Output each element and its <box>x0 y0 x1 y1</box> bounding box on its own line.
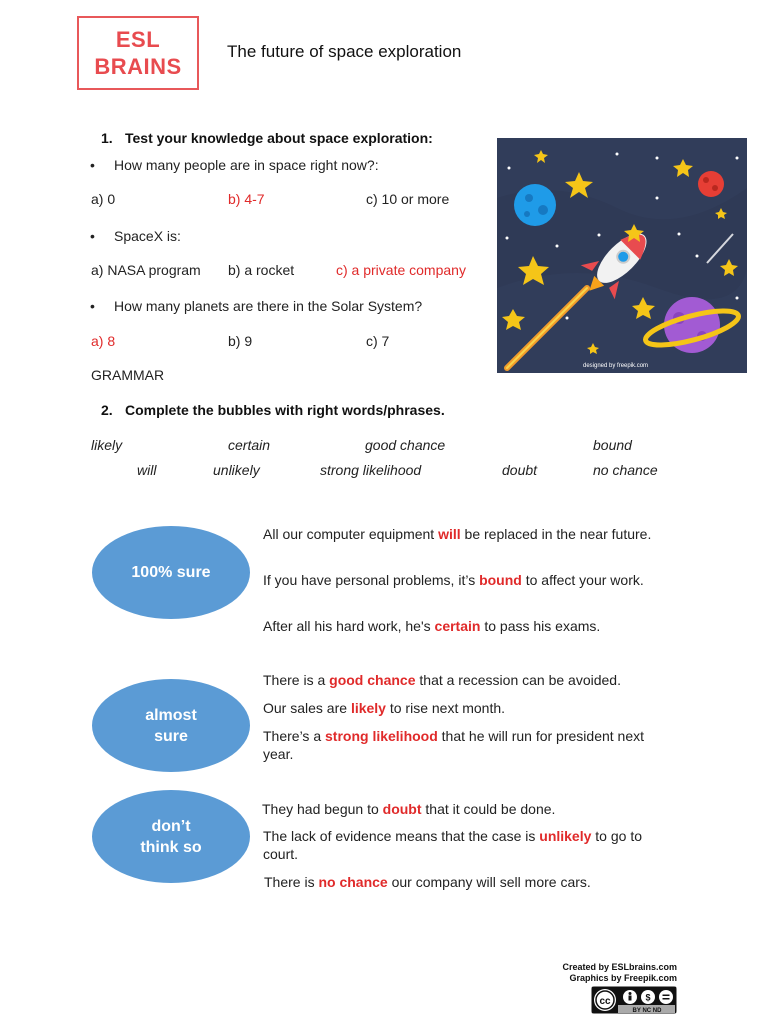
sentence <box>263 525 663 543</box>
bubble-dont-think-so <box>92 790 250 883</box>
sentence <box>263 617 683 635</box>
sentence-text: to rise next month. <box>385 700 506 716</box>
sentence-answer: strong likelihood <box>325 728 438 744</box>
sentence <box>263 727 673 763</box>
q3-option-c: c) 7 <box>366 333 390 349</box>
q3-option-b: b) 9 <box>228 333 253 349</box>
question-1: • How many people are in space right now?: <box>114 157 379 173</box>
sentence <box>263 571 663 589</box>
word-bank-item: strong likelihood <box>320 462 422 478</box>
bubble-100-sure <box>92 526 250 619</box>
sentence-answer: bound <box>479 572 522 588</box>
svg-text:cc: cc <box>599 996 611 1007</box>
sentence-text: to go to court. <box>263 828 642 862</box>
word-bank-item: good chance <box>365 437 446 453</box>
word-bank-item: will <box>137 462 157 478</box>
q1-option-a: a) 0 <box>91 191 116 207</box>
sentence <box>263 699 683 717</box>
question-3: • How many planets are there in the Solar System? <box>114 298 422 314</box>
blue-planet-icon <box>514 184 556 226</box>
freepik-watermark: designed by freepik.com <box>583 363 649 369</box>
sentence-answer: certain <box>434 618 481 634</box>
sentence-text: All our computer equipment <box>263 526 439 542</box>
credits <box>520 962 677 984</box>
sentence-text: There’s a <box>263 728 325 744</box>
sentence-answer: likely <box>350 700 386 716</box>
q2-option-a: a) NASA program <box>91 262 201 278</box>
svg-text:$: $ <box>645 992 651 1003</box>
sentence-answer: no chance <box>318 874 388 890</box>
sentence <box>264 873 684 891</box>
bubble-almost-sure <box>92 679 250 772</box>
sentence-text: They had begun to <box>262 801 383 817</box>
sentence-answer: unlikely <box>539 828 592 844</box>
sentence <box>263 827 673 863</box>
space-illustration-svg <box>497 138 747 373</box>
sentence-text: be replaced in the near future. <box>460 526 652 542</box>
sentence-text: our company will sell more cars. <box>387 874 591 890</box>
space-illustration <box>497 138 747 373</box>
cc-license-badge <box>591 986 677 1014</box>
question-2: • SpaceX is: <box>114 228 181 244</box>
q2-option-b: b) a rocket <box>228 262 295 278</box>
section-1-heading <box>101 130 433 146</box>
sentence-text: that it could be done. <box>421 801 556 817</box>
section-2-heading-text: Complete the bubbles with right words/phrases. <box>125 402 445 418</box>
word-bank-item: likely <box>91 437 123 453</box>
sentence-text: There is a <box>263 672 330 688</box>
bubble-label: don’t <box>151 817 191 835</box>
word-bank-item: certain <box>228 437 271 453</box>
section-1-number: 1. <box>101 130 113 146</box>
section-2-number: 2. <box>101 402 113 418</box>
q2-option-c: c) a private company <box>336 262 466 278</box>
word-bank-item: doubt <box>502 462 538 478</box>
word-bank-item: bound <box>593 437 632 453</box>
sentence-answer: doubt <box>382 801 422 817</box>
grammar-label: GRAMMAR <box>91 367 165 383</box>
credit-line-2: Graphics by Freepik.com <box>569 973 677 983</box>
bubble-label: 100% sure <box>131 564 211 581</box>
sentence-answer: will <box>438 526 461 542</box>
sentence-text: There is <box>264 874 319 890</box>
sentence-text: If you have personal problems, it’s <box>263 572 480 588</box>
sentence-text: Our sales are <box>263 700 351 716</box>
sentence-text: After all his hard work, he's <box>263 618 435 634</box>
logo-line-1: ESL <box>115 27 161 52</box>
esl-brains-logo <box>77 16 199 90</box>
section-1-heading-text: Test your knowledge about space exploration: <box>125 130 433 146</box>
bubble-label: almost <box>145 706 197 724</box>
bubble-label: sure <box>154 727 188 745</box>
cc-license-icon <box>592 987 676 1013</box>
sentence <box>263 671 683 689</box>
sentence-text: that a recession can be avoided. <box>415 672 621 688</box>
sentence <box>262 800 682 818</box>
sentence-text: to pass his exams. <box>480 618 601 634</box>
sentence-text: that he will run for president next year. <box>263 728 645 762</box>
word-bank-item: no chance <box>593 462 658 478</box>
word-bank-item: unlikely <box>213 462 260 478</box>
q1-option-c: c) 10 or more <box>366 191 450 207</box>
page-title: The future of space exploration <box>227 42 462 61</box>
credit-line-1: Created by ESLbrains.com <box>562 962 677 972</box>
cc-badge-text: BY NC ND <box>632 1008 662 1013</box>
logo-line-2: BRAINS <box>94 54 182 79</box>
red-planet-icon <box>698 171 724 197</box>
q3-option-a: a) 8 <box>91 333 116 349</box>
section-2-heading <box>101 402 445 418</box>
sentence-answer: good chance <box>329 672 416 688</box>
bubble-label: think so <box>140 838 202 856</box>
sentence-text: The lack of evidence means that the case is <box>263 828 540 844</box>
q1-option-b: b) 4-7 <box>228 191 265 207</box>
sentence-text: to affect your work. <box>521 572 644 588</box>
